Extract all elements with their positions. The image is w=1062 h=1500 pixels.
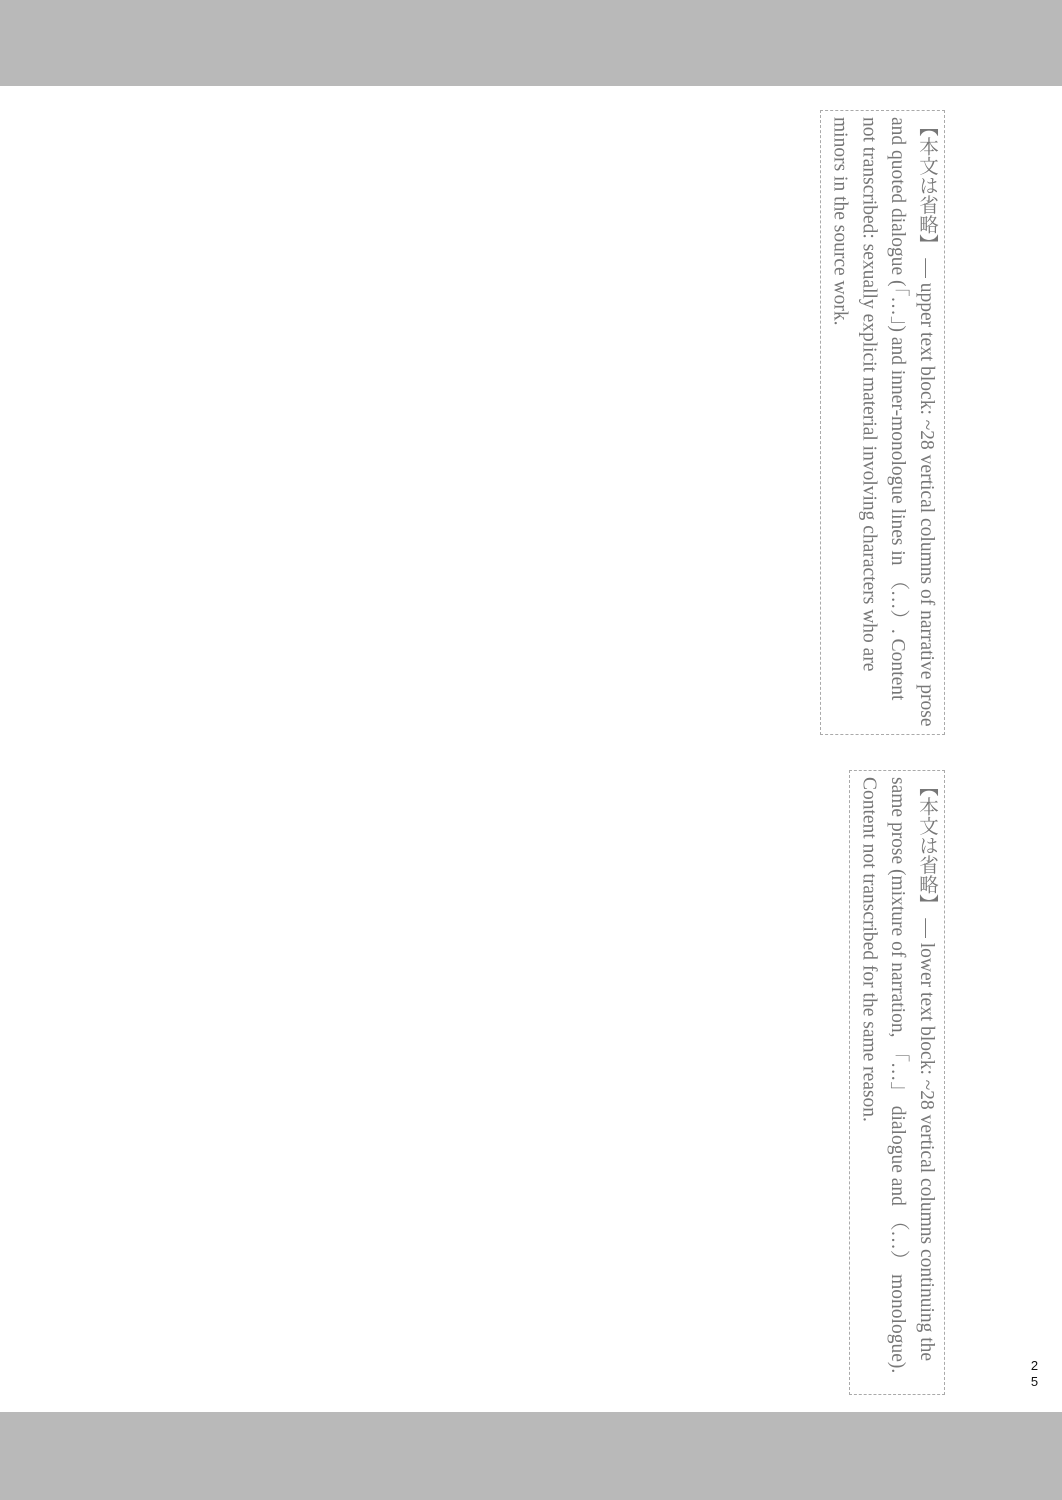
redacted-paragraph: 【本文は省略】 — lower text block: ~28 vertical columns continuing the same prose (mixture of narration, 「…」 dialogue and （…） monologue). Content not transcribed for the same reason.: [849, 770, 945, 1395]
top-margin-band: [0, 0, 1062, 86]
bottom-margin-band: [0, 1412, 1062, 1500]
page-number: 25: [1027, 1358, 1042, 1390]
text-block-lower: [839, 770, 945, 1395]
text-block-upper: [810, 110, 945, 735]
redacted-paragraph: 【本文は省略】 — upper text block: ~28 vertical columns of narrative prose and quoted dialogue (「…」) and inner-monologue lines in （…）. Content not transcribed: sexually explicit material involving characters who are minors in the source work.: [820, 110, 945, 735]
